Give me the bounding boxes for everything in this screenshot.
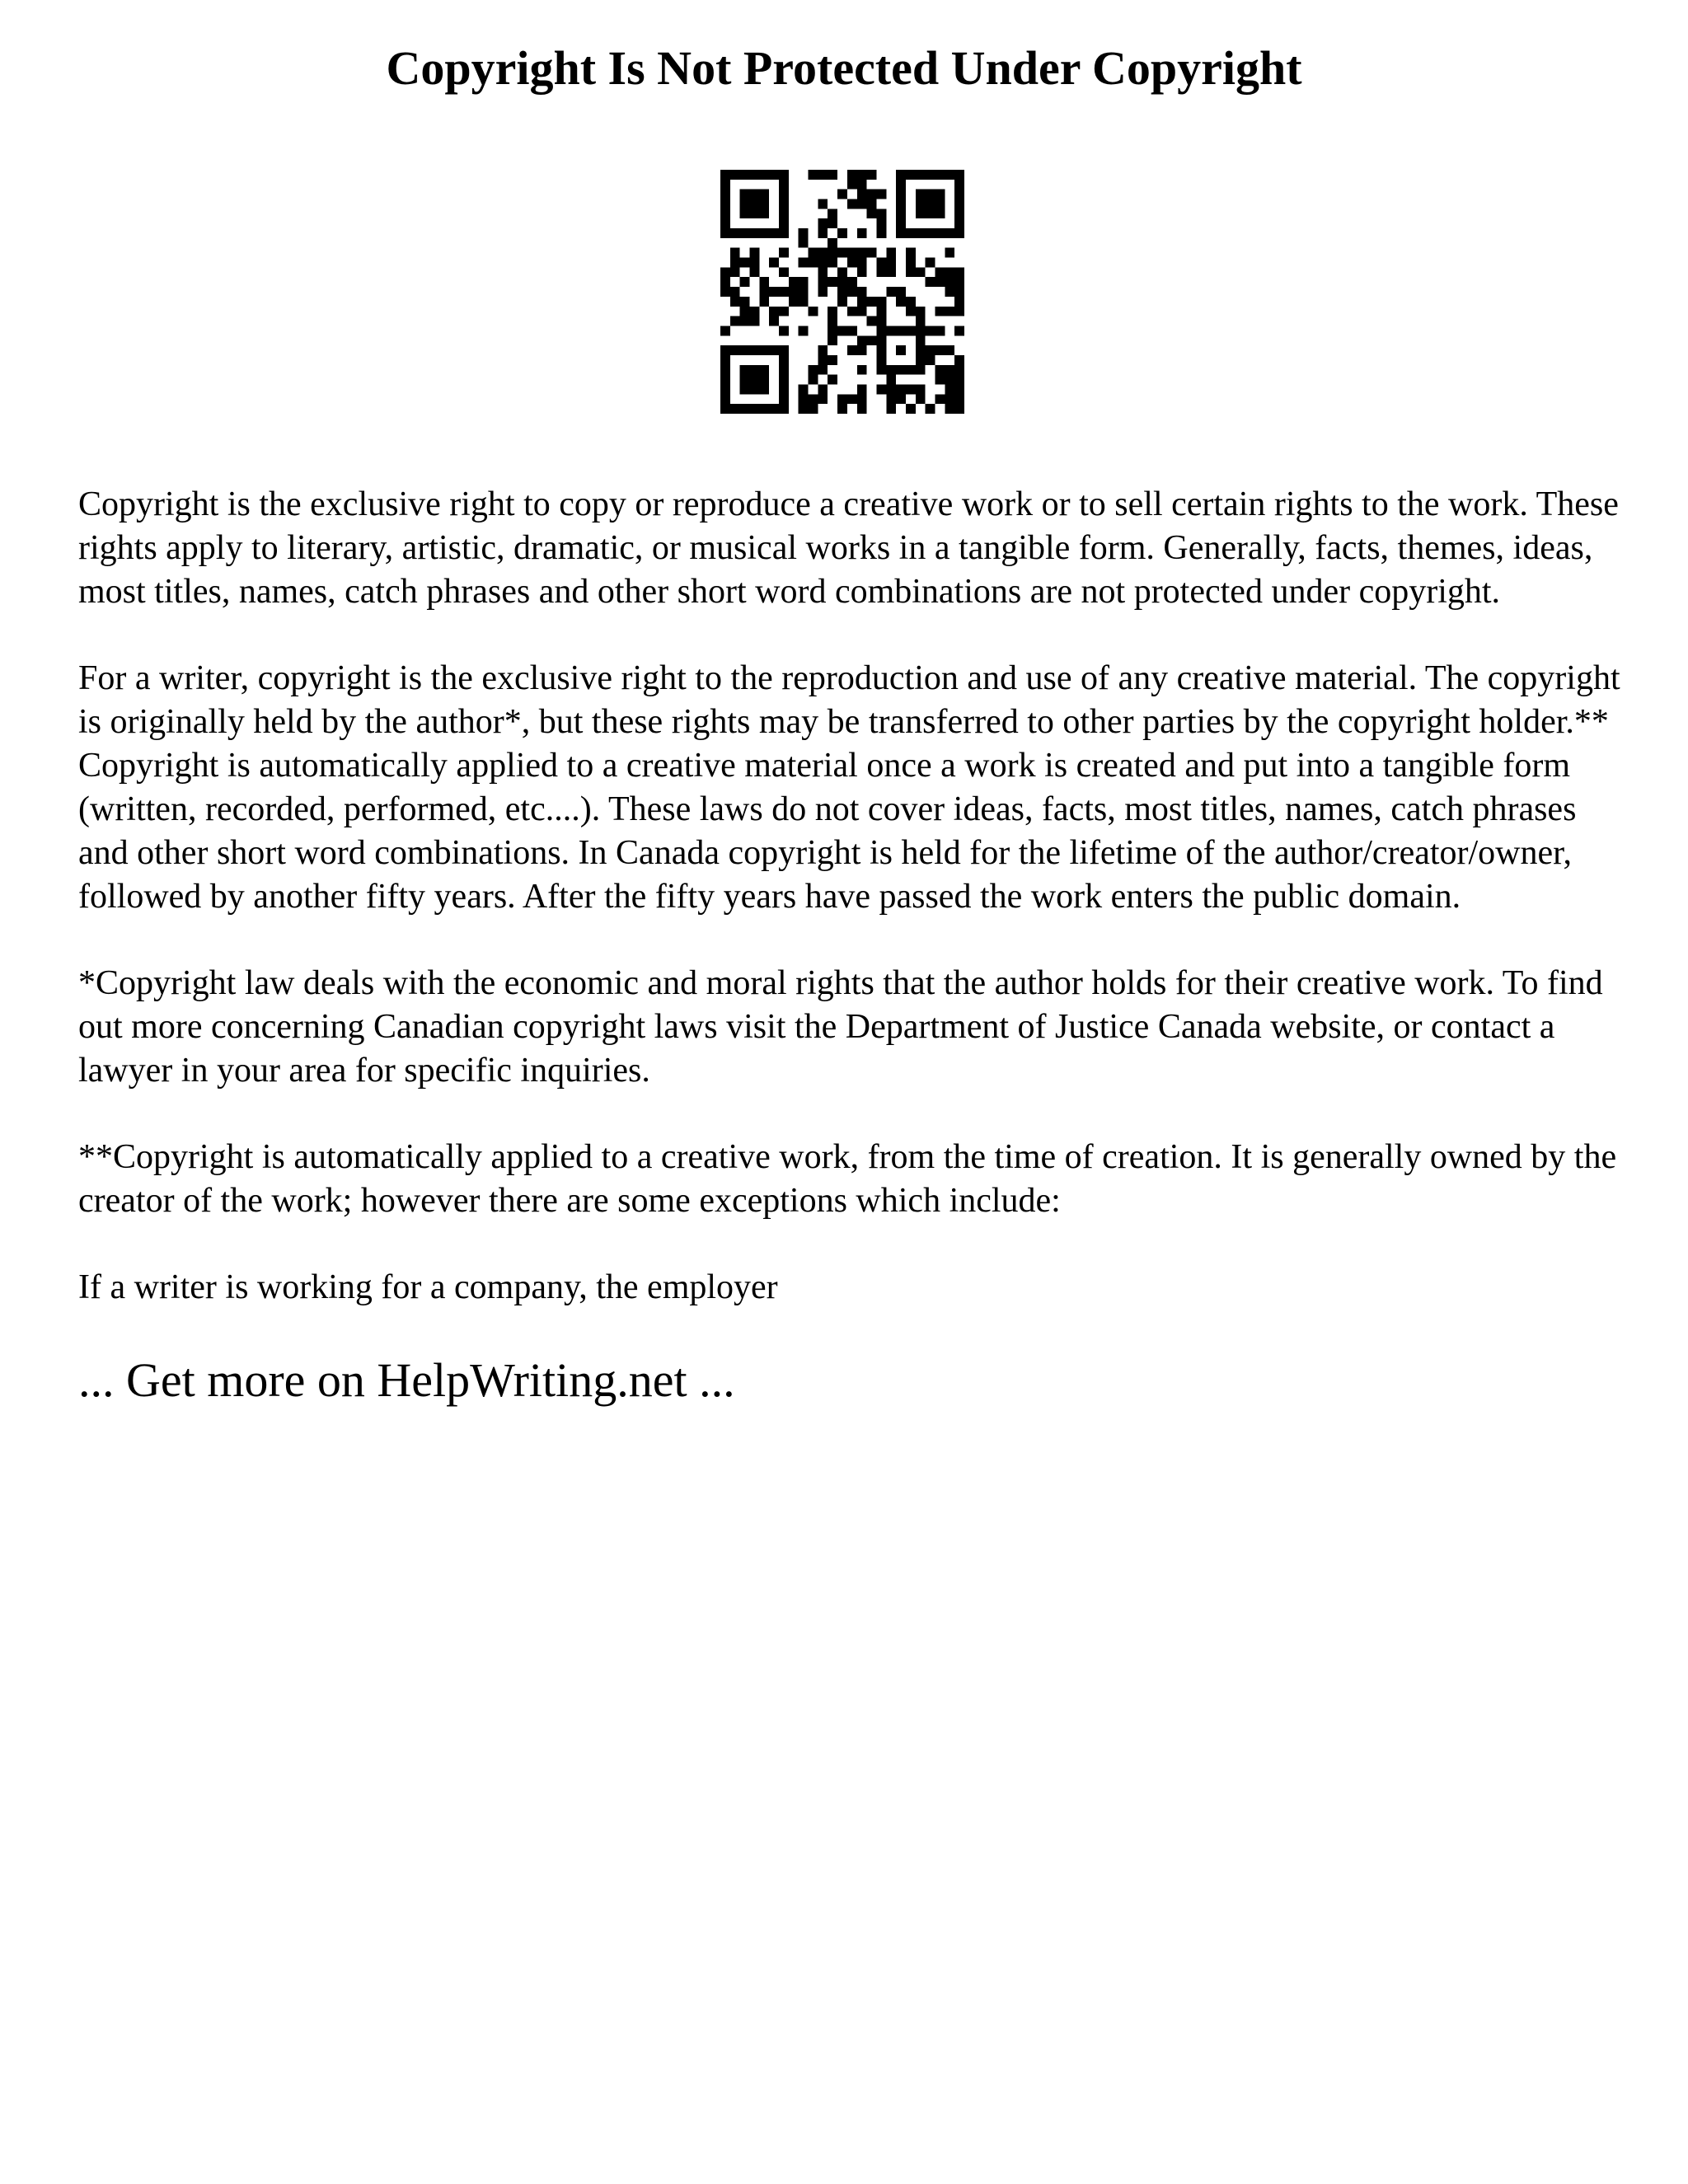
paragraph: **Copyright is automatically applied to a creative work, from the time of creation. It is generally owned by the creator of the work; however there are some exceptions which include: <box>78 1138 1617 1220</box>
get-more-link[interactable]: ... Get more on HelpWriting.net ... <box>78 1353 735 1407</box>
paragraph: If a writer is working for a company, the employer <box>78 1268 778 1306</box>
document-body <box>78 483 1628 1408</box>
qr-code-icon[interactable] <box>720 170 964 414</box>
paragraph: *Copyright law deals with the economic and moral rights that the author holds for their creative work. To find out more concerning Canadian copyright laws visit the Department of Justice Canada website, or contact a lawyer in your area for specific inquiries. <box>78 964 1603 1090</box>
document-title: Copyright Is Not Protected Under Copyright <box>386 41 1302 95</box>
paragraph: Copyright is the exclusive right to copy or reproduce a creative work or to sell certain rights to the work. These rights apply to literary, artistic, dramatic, or musical works in a tangible form. Generally, facts, themes, ideas, most titles, names, catch phrases and other short word combinations are not protected under copyright. <box>78 485 1619 611</box>
paragraph: For a writer, copyright is the exclusive right to the reproduction and use of any creative material. The copyright is originally held by the author*, but these rights may be transferred to other parties by the copyright holder.** Copyright is automatically applied to a creative material once a work is created and put into a tangible form (written, recorded, performed, etc....). These laws do not cover ideas, facts, most titles, names, catch phrases and other short word combinations. In Canada copyright is held for the lifetime of the author/creator/owner, followed by another fifty years. After the fifty years have passed the work enters the public domain. <box>78 659 1620 916</box>
